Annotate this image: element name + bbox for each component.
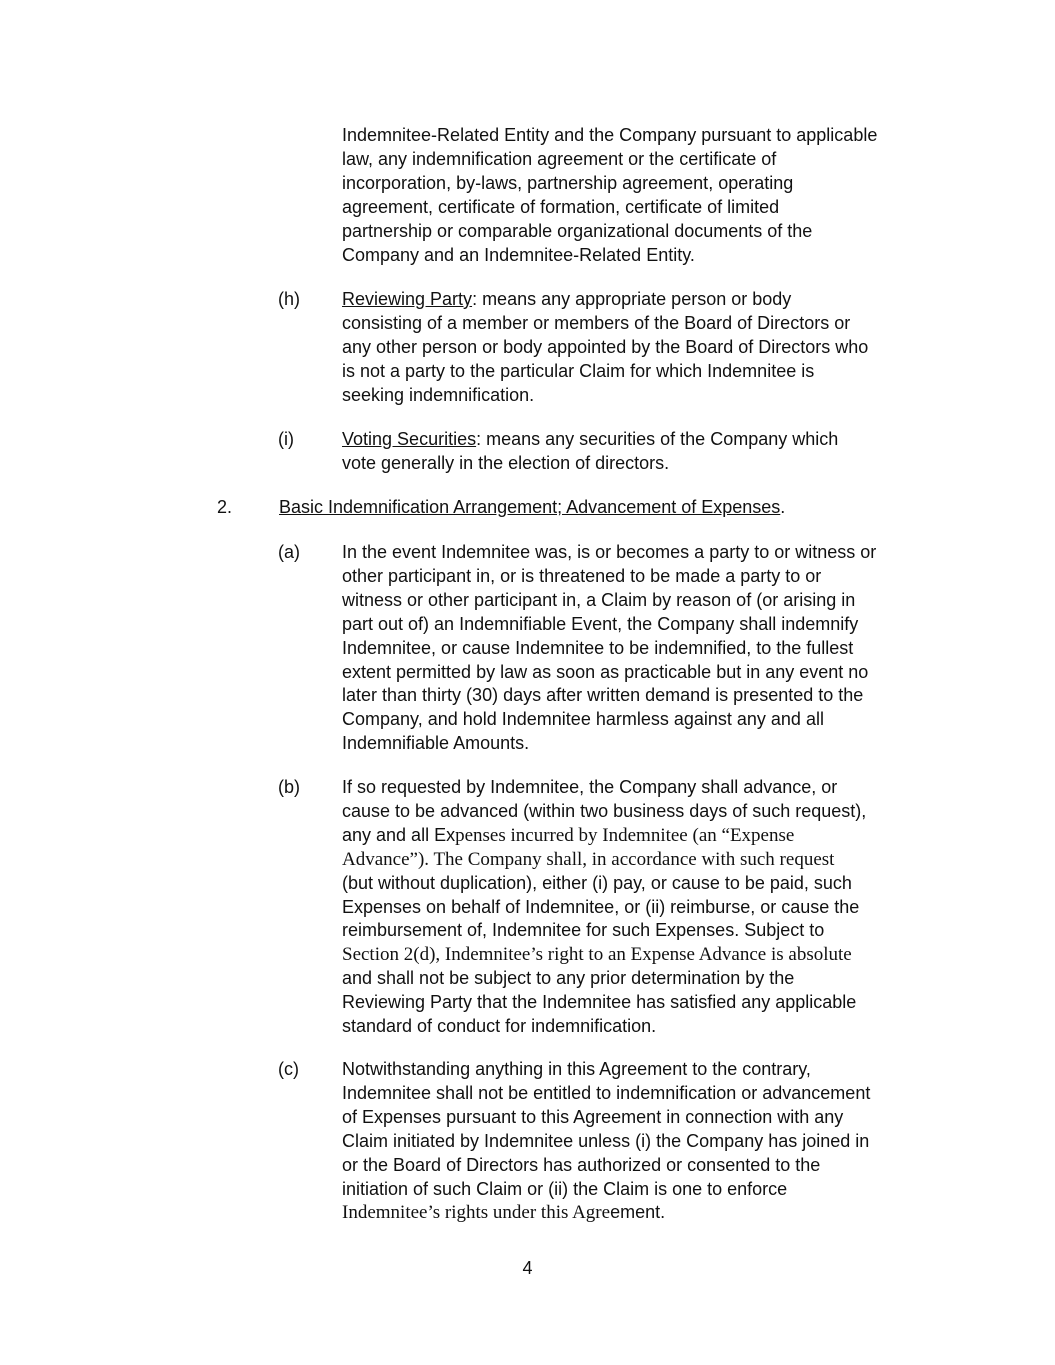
text-line: part out of) an Indemnifiable Event, the Company shall indemnify — [342, 613, 859, 634]
text-line — [342, 1201, 917, 1225]
defined-term: Reviewing Party — [342, 289, 473, 309]
text-line — [342, 824, 917, 848]
text-line: If so requested by Indemnitee, the Company shall advance, or — [342, 777, 838, 797]
text-line: later than thirty (30) days after written demand is presented to the — [342, 685, 864, 706]
text-line — [342, 288, 917, 312]
clause-marker-h: (h) — [278, 289, 300, 309]
page-number: 4 — [522, 1258, 533, 1278]
text-run: ement. — [610, 1202, 666, 1223]
text-run-serif: penses incurred by Indemnitee (an “Expense — [455, 824, 795, 846]
text-line: of Expenses pursuant to this Agreement in connection with any — [342, 1106, 844, 1127]
text-line — [342, 428, 917, 452]
defined-term: Voting Securities — [342, 429, 477, 449]
text-run: any and all Ex — [342, 824, 456, 845]
text-line: Company, and hold Indemnitee harmless against any and all — [342, 709, 824, 730]
text-line: cause to be advanced (within two business days of such request), — [342, 800, 867, 821]
section-number: 2. — [217, 497, 233, 517]
text-line: seeking indemnification. — [342, 384, 535, 405]
text-line: (but without duplication), either (i) pay, or cause to be paid, such — [342, 872, 852, 893]
text-line: witness or other participant in, a Claim by reason of (or arising in — [342, 589, 856, 610]
text-run-serif: Indemnitee’s rights under this Agre — [342, 1202, 611, 1224]
section-title-period: . — [780, 497, 786, 517]
text-line: is not a party to the particular Claim for which Indemnitee is — [342, 360, 815, 381]
text-line: or the Board of Directors has authorized or consented to the — [342, 1154, 821, 1175]
text-line: incorporation, by-laws, partnership agreement, operating — [342, 172, 794, 193]
text-line: Notwithstanding anything in this Agreement to the contrary, — [342, 1059, 811, 1079]
text-line: consisting of a member or members of the Board of Directors or — [342, 312, 851, 333]
clause-marker-c: (c) — [278, 1059, 299, 1079]
text-line: Indemnitee-Related Entity and the Company pursuant to applicable — [342, 125, 878, 145]
clause-c-paragraph — [342, 1058, 917, 1225]
definition-reviewing-party — [342, 288, 917, 408]
definition-text: : means any appropriate person or body — [472, 289, 792, 309]
clause-a-paragraph — [342, 541, 917, 756]
text-line: any other person or body appointed by the Board of Directors who — [342, 336, 869, 357]
continuation-paragraph — [342, 124, 917, 267]
text-line: Section 2(d), Indemnitee’s right to an Expense Advance is absolute — [342, 944, 852, 966]
text-line: initiation of such Claim or (ii) the Claim is one to enforce — [342, 1178, 788, 1199]
definition-text: : means any securities of the Company which — [476, 429, 839, 449]
text-line: reimbursement of, Indemnitee for such Expenses. Subject to — [342, 920, 825, 941]
text-line: Indemnitee shall not be entitled to indemnification or advancement — [342, 1082, 871, 1103]
section-title — [279, 496, 785, 520]
text-line: agreement, certificate of formation, certificate of limited — [342, 196, 780, 217]
text-line: Expenses on behalf of Indemnitee, or (ii) reimburse, or cause the — [342, 896, 860, 917]
text-line: Indemnifiable Amounts. — [342, 733, 530, 754]
text-line: standard of conduct for indemnification. — [342, 1016, 657, 1037]
text-line: extent permitted by law as soon as practicable but in any event no — [342, 661, 869, 682]
text-line: Indemnitee, or cause Indemnitee to be indemnified, to the fullest — [342, 637, 854, 658]
clause-b-paragraph — [342, 776, 917, 1039]
clause-marker-b: (b) — [278, 777, 300, 797]
text-line: and shall not be subject to any prior determination by the — [342, 968, 795, 989]
text-line: Reviewing Party that the Indemnitee has satisfied any applicable — [342, 992, 857, 1013]
text-line: Claim initiated by Indemnitee unless (i) the Company has joined in — [342, 1130, 870, 1151]
text-line: vote generally in the election of directors. — [342, 452, 670, 473]
text-line: partnership or comparable organizational documents of the — [342, 220, 813, 241]
text-line: Company and an Indemnitee-Related Entity. — [342, 244, 695, 265]
clause-marker-i: (i) — [278, 429, 294, 449]
text-line: law, any indemnification agreement or the certificate of — [342, 148, 777, 169]
section-title-text: Basic Indemnification Arrangement; Advancement of Expenses — [279, 497, 781, 517]
definition-voting-securities — [342, 428, 917, 476]
text-line: Advance”). The Company shall, in accordance with such request — [342, 848, 835, 870]
text-line: other participant in, or is threatened to be made a party to or — [342, 565, 822, 586]
text-line: In the event Indemnitee was, is or becomes a party to or witness or — [342, 542, 877, 562]
clause-marker-a: (a) — [278, 542, 300, 562]
